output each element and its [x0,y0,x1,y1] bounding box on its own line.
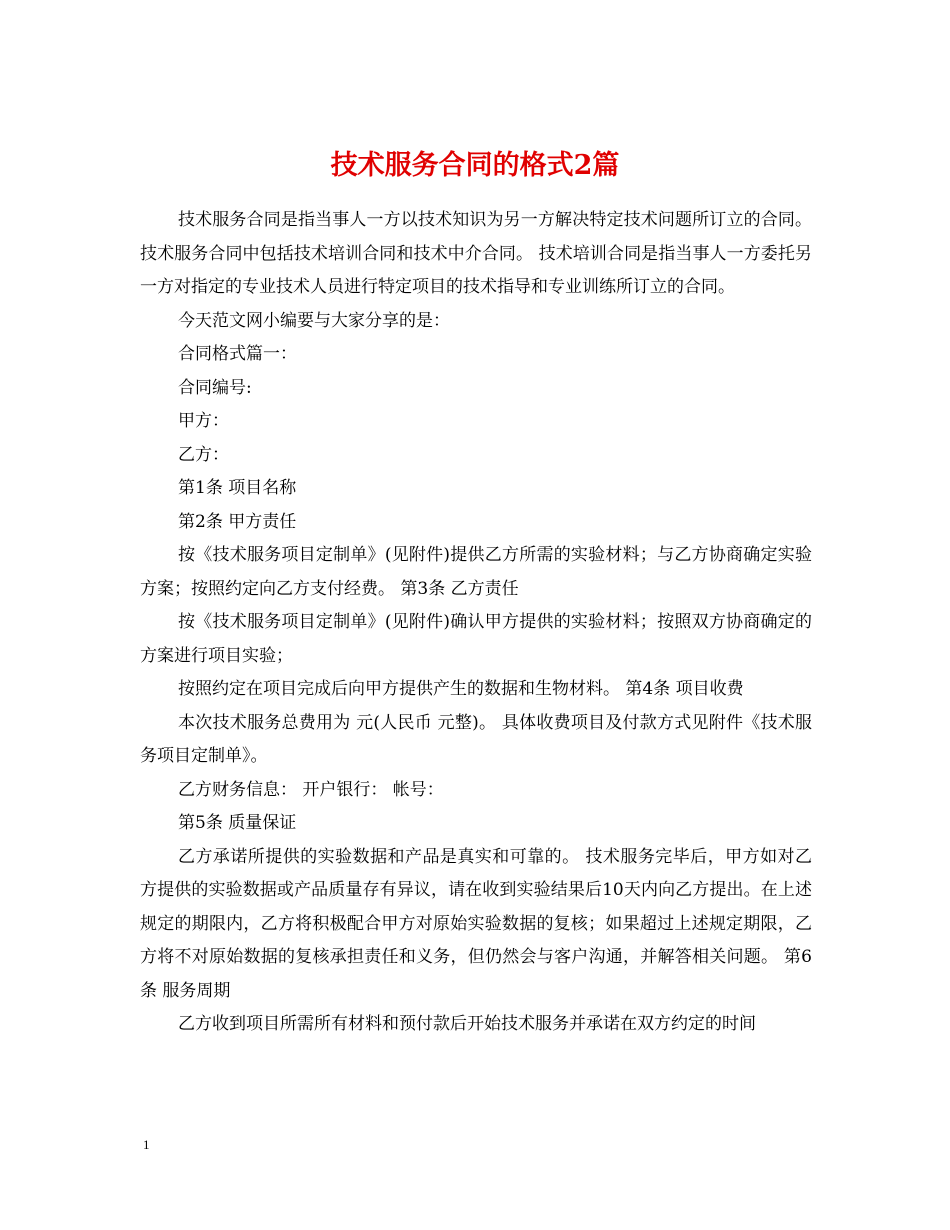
paragraph-article-5: 第5条 质量保证 [178,813,297,833]
paragraph-fees: 本次技术服务总费用为 元(人民币 元整)。 具体收费项目及付款方式见附件《技术服务项目定制单》。 [140,712,812,766]
paragraph-deliverables: 按照约定在项目完成后向甲方提供产生的数据和生物材料。 第4条 项目收费 [178,679,744,699]
paragraph-quality-guarantee: 乙方承诺所提供的实验数据和产品是真实和可靠的。 技术服务完毕后，甲方如对乙方提供的实验数据或产品质量存有异议，请在收到实验结果后10天内向乙方提出。在上述规定的期限内，乙方将积极配合甲方对原始实验数据的复核；如果超过上述规定期限，乙方将不对原始数据的复核承担责任和义务，但仍然会与客户沟通，并解答相关问题。 第6条 服务周期 [140,846,812,1001]
paragraph-intro: 技术服务合同是指当事人一方以技术知识为另一方解决特定技术问题所订立的合同。技术服务合同中包括技术培训合同和技术中介合同。 技术培训合同是指当事人一方委托另一方对指定的专业技术人员进行特定项目的技术指导和专业训练所订立的合同。 [140,210,812,297]
paragraph-finance-info: 乙方财务信息： 开户银行： 帐号： [178,779,444,800]
paragraph-party-a: 甲方： [178,411,229,431]
paragraph-service-period: 乙方收到项目所需所有材料和预付款后开始技术服务并承诺在双方约定的时间 [178,1014,756,1034]
paragraph-format-one: 合同格式篇一： [178,344,297,364]
paragraph-article-2: 第2条 甲方责任 [178,511,297,532]
paragraph-party-b-duties: 按《技术服务项目定制单》(见附件)确认甲方提供的实验材料；按照双方协商确定的方案进行项目实验； [140,612,812,666]
paragraph-party-b: 乙方： [178,444,229,465]
paragraph-party-a-duties: 按《技术服务项目定制单》(见附件)提供乙方所需的实验材料；与乙方协商确定实验方案；按照约定向乙方支付经费。 第3条 乙方责任 [140,545,812,599]
document-body [140,204,812,1042]
document-title: 技术服务合同的格式2篇 [330,150,620,182]
paragraph-article-1: 第1条 项目名称 [178,478,297,498]
paragraph-contract-number: 合同编号: [178,377,252,398]
paragraph-share: 今天范文网小编要与大家分享的是： [178,310,450,331]
page-number: 1 [143,1137,150,1152]
